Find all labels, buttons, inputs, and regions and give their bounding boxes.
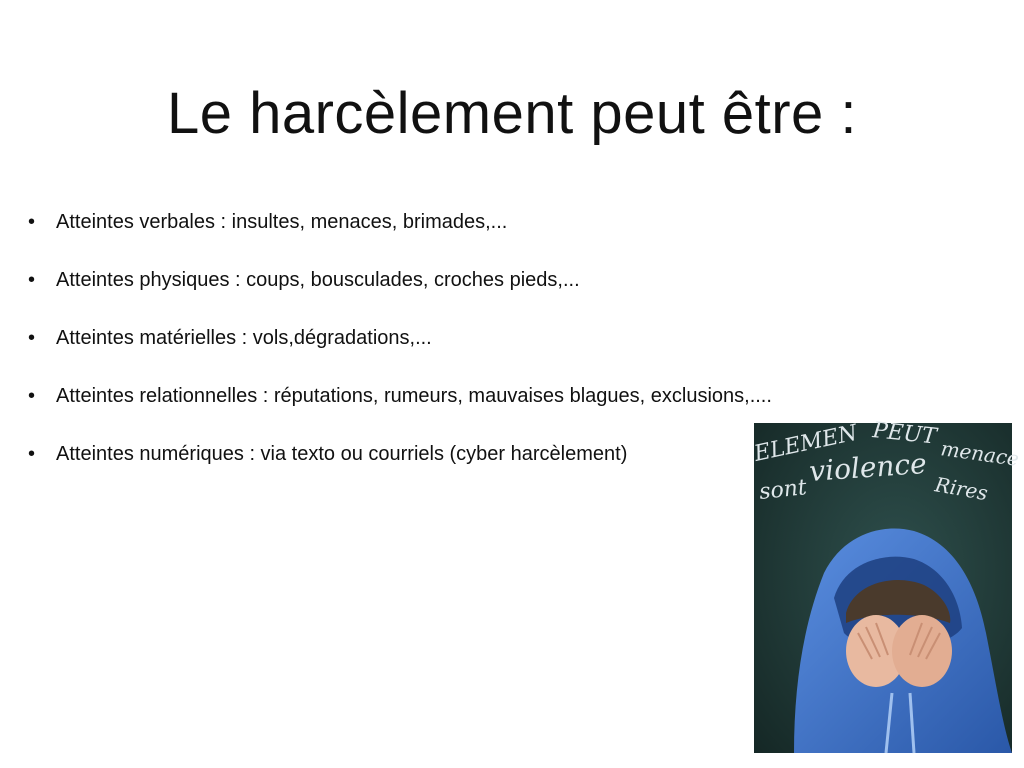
chalk-word: menace	[939, 436, 1021, 471]
bullet-marker: •	[28, 385, 36, 407]
bullet-marker: •	[28, 443, 36, 465]
bullet-marker: •	[28, 269, 36, 291]
bullet-item-material	[28, 324, 788, 352]
bullet-item-physical	[28, 266, 788, 294]
chalk-word: PEUT	[871, 418, 938, 450]
bullet-marker: •	[28, 211, 36, 233]
bullet-item-verbal	[28, 208, 788, 236]
bullet-item-digital	[28, 440, 788, 468]
chalk-word: Rires	[933, 472, 990, 506]
bullet-text: Atteintes physiques : coups, bousculades, croches pieds,...	[56, 269, 580, 291]
chalk-word: violence	[808, 446, 928, 488]
chalk-word: ELEMEN	[752, 420, 860, 467]
bullet-text: Atteintes relationnelles : réputations, rumeurs, mauvaises blagues, exclusions,....	[56, 385, 772, 407]
bullet-text: Atteintes numériques : via texto ou courriels (cyber harcèlement)	[56, 443, 628, 465]
bullet-text: Atteintes verbales : insultes, menaces, brimades,...	[56, 211, 508, 233]
bullet-marker: •	[28, 327, 36, 349]
chalk-word: sont	[758, 475, 808, 505]
bullet-text: Atteintes matérielles : vols,dégradations,...	[56, 327, 432, 349]
photo-illustration	[752, 418, 1021, 753]
slide-title: Le harcèlement peut être :	[166, 81, 858, 146]
bullet-item-relational	[28, 382, 788, 410]
hooded-child-photo	[752, 418, 1021, 753]
bullet-list	[28, 208, 788, 498]
